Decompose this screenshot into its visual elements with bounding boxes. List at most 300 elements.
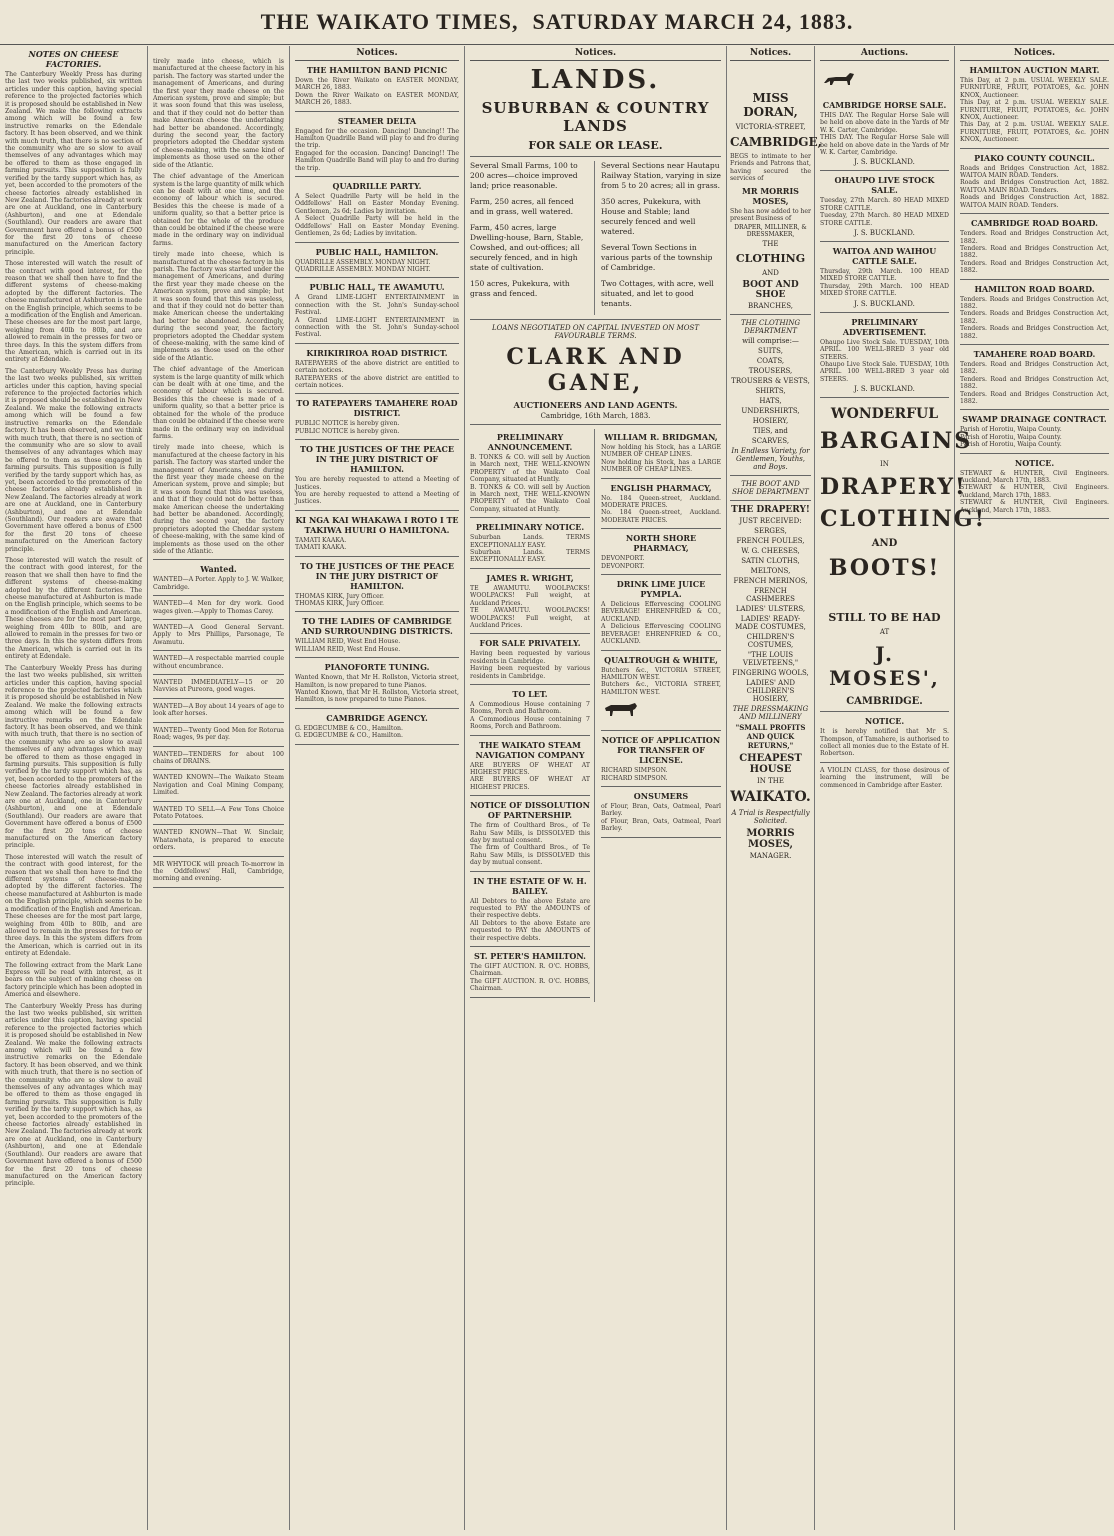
notice-text: THOMAS KIRK, Jury Officer. [295,592,384,600]
wanted-ad: WANTED—Twenty Good Men for Rotorua Road; wages, 9s per day. [153,726,284,742]
footer-name: MORRIS MOSES, [746,828,795,851]
notice-text: Tenders. Road and Bridges Construction Act, 1882. [960,360,1109,376]
divider [295,744,459,745]
divider [730,500,811,501]
divider [601,650,721,651]
divider [295,439,459,440]
notice-text: This Day, at 2 p.m. USUAL WEEKLY SALE. FURNITURE, FRUIT, POTATOES, &c. JOHN KNOX, Auctioneer. [960,121,1109,144]
divider [295,556,459,557]
notice-title: NOTICE OF DISSOLUTION OF PARTNERSHIP. [470,800,590,821]
divider [601,786,721,787]
divider [470,871,590,872]
advertiser-name: MISS DORAN, [743,91,798,119]
notice-text: WILLIAM REID, West End House. [295,638,401,646]
column-heading: Notices. [960,46,1109,61]
clothing-item: TROUSERS & VESTS, [731,377,810,386]
in-the-line: IN THE [757,777,784,786]
notice-text: Roads and Bridges Construction Act, 1882. WAITOA MAIN ROAD. Tenders. [960,164,1109,180]
lands-heading: LANDS. [530,65,661,95]
notice-text: G. EDGECUMBE & CO., Hamilton. [295,732,403,740]
notice-text: QUADRILLE ASSEMBLY. MONDAY NIGHT. [295,258,431,266]
notice-heading: NOTICE. [864,716,905,727]
auctioneer-name: J. S. BUCKLAND. [854,158,915,167]
notice-text: TE AWAMUTU. WOOLPACKS! WOOLPACKS! Full weight, at Auckland Prices. [470,584,590,607]
clothing-heading: CLOTHING! [820,506,987,533]
notice-text: A Select Quadrille Party will be held in the Oddfellows' Hall on Easter Monday Evening. Gentlemen, 2s 6d; Ladies by invitation. [295,193,459,215]
and-line: AND [762,269,779,278]
horse-icon [820,69,860,89]
divider [295,393,459,394]
notice-text: Now holding his Stock, has a LARGE NUMBER OF CHEAP LINES. [601,444,721,459]
divider [470,735,590,736]
notice-title: HAMILTON ROAD BOARD. [974,283,1095,294]
drapery-heading: THE DRAPERY! [731,505,810,516]
drapery-good: FRENCH FOULES, [736,537,805,546]
lands-listings [470,161,721,315]
notice-text: Suburban Lands. TERMS EXCEPTIONALLY EASY. [470,534,590,549]
notice-text: All Debtors to the above Estate are requested to PAY the AMOUNTS of their respective debts. [470,919,590,942]
notice-title: THE WAIKATO STEAM NAVIGATION COMPANY [475,739,585,760]
notice-text: Having been requested by various residents in Cambridge. [470,665,590,680]
article-body-repeat-5: The Canterbury Weekly Press has during the last two weeks published, six written articles under this caption, having special reference to the projected factories which it is proposed should be established in New Zealand. We make the following extracts among which will be found a few instructive remarks on the Edendale factory. It has been observed, and we think with much truth, that there is no section of the community who are so slow to avail themselves of any advantages which may be offered to them as those engaged in farming pursuits. This supposition is fully verified by the tardy support which has, as yet, been accorded to the promoters of the cheese factories already established in New Zealand. The factories already at work are one at Auckland, one in Canterbury (Ashburton), and one at Edendale (Southland). Our readers are aware that Government have offered a bonus of £500 for the first 20 tons of cheese manufactured on the American factory principle. [5,1002,142,1188]
divider [153,698,284,699]
notice-title: NOTICE. [1014,457,1055,468]
notice-text-2: A VIOLIN CLASS, for those desirous of learning the instrument, will be commenced in Cambridge after Easter. [820,766,949,789]
notice-text: Engaged for the occasion. Dancing! Dancing!! The Hamilton Quadrille Band will play to and fro during the trip. [295,127,459,150]
divider [153,887,284,888]
notice-title: PRELIMINARY NOTICE. [475,522,585,533]
suburban-heading: SUBURBAN & COUNTRY LANDS [481,99,710,135]
auction-list [820,100,949,398]
in-line: IN [880,460,889,469]
column-miss-doran [727,46,822,1530]
issue-date: SATURDAY MARCH 24, 1883. [532,9,854,34]
divider [295,176,459,177]
notice-text: Parish of Horotiu, Waipa County. [960,441,1062,449]
notice-title: STEAMER DELTA [337,115,417,126]
childrens-line: CHILDREN'S COSTUMES, [746,633,795,650]
notice-text: G. EDGECUMBE & CO., Hamilton. [295,724,403,732]
notice-text: Roads and Bridges Construction Act, 1882. WAITOA MAIN ROAD. Tenders. [960,179,1109,194]
column-article-wanted [148,46,290,1530]
notice-text: Roads and Bridges Construction Act, 1882. WAITOA MAIN ROAD. Tenders. [960,194,1109,209]
manager-line: MANAGER. [749,852,792,861]
notice-text: A Select Quadrille Party will be held in the Oddfellows' Hall on Easter Monday Evening. Gentlemen, 2s 6d; Ladies by invitation. [295,215,459,238]
notice-text: RATEPAYERS of the above district are entitled to certain notices. [295,359,459,375]
divider [153,559,284,560]
boot-dept: THE BOOT AND SHOE DEPARTMENT [732,480,809,497]
divider [960,148,1109,149]
notice-title: HAMILTON AUCTION MART. [969,65,1100,75]
notice-title: CAMBRIDGE AGENCY. [326,712,428,723]
notice-text: STEWART & HUNTER, Civil Engineers. Auckland, March 17th, 1883. [960,499,1109,514]
ulsters-line: LADIES' ULSTERS, [735,605,806,614]
divider [730,314,811,315]
lands-left [470,161,595,315]
notice-title: KIRIKIRIROA ROAD DISTRICT. [306,347,448,358]
clothing-item: SUITS, [758,347,783,356]
clothing-item: TROUSERS, [748,367,793,376]
comprise-line: will comprise:— [742,337,799,346]
drapery-good: SERGES, [754,527,787,536]
auction-text: Thursday, 29th March. 100 HEAD MIXED STORE CATTLE. [820,282,949,298]
notices-right [601,429,721,1002]
notice-list [295,65,459,745]
dressmaking-line: THE DRESSMAKING AND MILLINERY [732,705,809,722]
divider [960,453,1109,454]
at-line: AT [879,628,890,637]
divider [153,595,284,596]
divider [960,409,1109,410]
notice-text: TAMATI KAAKA. [295,536,347,544]
column-heading: Notices. [730,46,811,61]
wanted-heading: Wanted. [200,564,237,575]
article-body-repeat: The Canterbury Weekly Press has during the last two weeks published, six written articles under this caption, having special reference to the projected factories which it is proposed should be established in New Zealand. We make the following extracts among which will be found a few instructive remarks on the Edendale factory. It has been observed, and we think with much truth, that there is no section of the community who are so slow to avail themselves of any advantages which may be offered to them as those engaged in farming pursuits. This supposition is fully verified by the tardy support which has, as yet, been accorded to the promoters of the cheese factories already established in New Zealand. The factories already at work are one at Auckland, one in Canterbury (Ashburton), and one at Edendale (Southland). Our readers are aware that Government have offered a bonus of £500 for the first 20 tons of cheese manufactured on the American factory principle. [5,367,142,553]
notice-title: ENGLISH PHARMACY, [610,482,712,493]
notice-title: DRINK LIME JUICE PYMPLA. [616,579,706,600]
notice-text: A Delicious Effervescing COOLING BEVERAGE! EHRENFRIED & CO., AUCKLAND. [601,601,721,623]
column-lands [465,46,727,1530]
divider [730,475,811,476]
jmoses-heading: J. MOSES', [829,642,940,691]
article-footer: The following extract from the Mark Lane Express will be read with interest, as it bears on the subject of making cheese on factory principle which has been adopted in America and elsewhere. [5,961,142,999]
divider [470,633,590,634]
divider [153,674,284,675]
divider [295,611,459,612]
wanted-ad: WANTED—A respectable married couple without encumbrance. [153,655,284,670]
drapery-good: W. G. CHEESES, [741,547,800,556]
draper-line: DRAPER, MILLINER, & DRESSMAKER, [734,224,807,239]
notice-title: TO RATEPAYERS TAMAHERE ROAD DISTRICT. [296,398,458,419]
notice-text: Tenders. Road and Bridges Construction Act, 1882. [960,230,1109,245]
land-listing: Farm, 450 acres, large Dwelling-house, Barn, Stable, Cowshed, and out-offices; all securely fenced, and in high state of cultivation. [470,223,584,272]
notice-title: WILLIAM R. BRIDGMAN, [604,432,718,442]
wools-line: FINGERING WOOLS, [732,669,809,678]
drapery-heading: DRAPERY! [820,474,967,501]
clothing-item: HATS, [759,397,782,406]
wanted-ad: MR WHYTOCK will preach To-morrow in the Oddfellows' Hall, Cambridge, morning and evening. [153,860,284,883]
notice-title: FOR SALE PRIVATELY. [479,638,581,649]
velveteens-line: "THE LOUIS VELVETEENS," [742,651,799,668]
notice-text: of Flour, Bran, Oats, Oatmeal, Pearl Barley. [601,817,721,833]
lands-notices [470,429,721,1002]
notice-title: CAMBRIDGE ROAD BOARD. [971,218,1098,229]
divider [470,517,590,518]
notice-text: STEWART & HUNTER, Civil Engineers. Auckland, March 17th, 1883. [960,469,1109,485]
cambridge-heading: CAMBRIDGE. [846,696,923,708]
notice-text: All Debtors to the above Estate are requested to PAY the AMOUNTS of their respective debts. [470,897,590,920]
divider [470,424,721,425]
notice-text: RICHARD SIMPSON. [601,774,668,782]
divider [960,518,1109,519]
notice-title: KI NGA KAI WHAKAWA I ROTO I TE TAKIWA HUURI O HAMILTONA. [295,514,459,535]
notice-title: PUBLIC HALL, HAMILTON. [315,246,439,257]
notice-text: RICHARD SIMPSON. [601,767,668,775]
wanted-ad: WANTED TO SELL—A Few Tons Choice Potato Potatoes. [153,805,284,820]
land-listing: Several Town Sections in various parts of the township of Cambridge. [601,243,713,272]
notice-text: The GIFT AUCTION. R. O'C. HOBBS, Chairman. [470,977,590,993]
land-listing: Two Cottages, with acre, well situated, and let to good tenants. [601,279,714,308]
notice-text: Parish of Horotiu, Waipa County. [960,433,1062,441]
notice-title: TAMAHERE ROAD BOARD. [973,348,1096,359]
notice-text: B. TONKS & CO. will sell by Auction in March next, THE WELL-KNOWN PROPERTY of the Waikato Coal Company, situated at Huntly. [470,483,590,513]
notice-text: B. TONKS & CO. will sell by Auction in March next, THE WELL-KNOWN PROPERTY of the Waikato Coal Company, situated at Huntly. [470,454,590,484]
notice-text: ARE BUYERS OF WHEAT AT HIGHEST PRICES. [470,776,590,791]
auction-text: Tuesday, 27th March. 80 HEAD MIXED STORE CATTLE. [820,212,949,227]
divider [295,242,459,243]
notice-text: Tenders. Roads and Bridges Construction Act, 1882. [960,325,1109,340]
divider [153,801,284,802]
notice-text: Engaged for the occasion. Dancing! Dancing!! The Hamilton Quadrille Band will play to and fro during the trip. [295,149,459,172]
notice-title: ONSUMERS [633,790,689,801]
drapery-goods [730,527,811,603]
divider [295,708,459,709]
notice-text: Tenders. Roads and Bridges Construction Act, 1882. [960,310,1109,325]
loans-line: LOANS NEGOTIATED ON CAPITAL INVESTED ON MOST FAVOURABLE TERMS. [492,324,699,340]
notice-text: Butchers &c., VICTORIA STREET, HAMILTON WEST. [601,681,721,696]
divider [153,650,284,651]
notice-text: The GIFT AUCTION. R. O'C. HOBBS, Chairman. [470,963,590,978]
costumes-line: LADIES' READY-MADE COSTUMES, [735,615,806,632]
notice-title: NOTICE OF APPLICATION FOR TRANSFER OF LICENSE. [601,735,721,766]
drapery-good: FRENCH MERINOS, [733,577,808,586]
auctioneer-name: J. S. BUCKLAND. [854,229,915,238]
firm-name: CLARK AND GANE, [506,344,685,396]
notice-text: The firm of Coulthard Bros., of Te Rahu Saw Mills, is DISSOLVED this day by mutual consent. [470,822,590,844]
divider [820,170,949,171]
notice-text: THOMAS KIRK, Jury Officer. [295,600,384,608]
notice-title: PIAKO COUNTY COUNCIL. [974,152,1095,163]
clothing-item: TIES, and [753,427,788,436]
notice-title: ST. PETER'S HAMILTON. [474,951,586,962]
drapery-good: MELTONS, [750,567,791,576]
notice-text: PUBLIC NOTICE is hereby given. [295,427,400,435]
notice-text: PUBLIC NOTICE is hereby given. [295,420,400,428]
article-body-repeat-2: Those interested will watch the result of the contract with good interest, for the reason that we shall then have to find the different systems of cheese-making adopted by the different factories. The cheese manufactured at Ashburton is made on the English principle, which seems to be a modification of the English and American. These cheeses are for the most part large, weighing from 40lb to 80lb, and are allowed to remain in the presses for two or three days. In this the system differs from the American, which is carried out in its entirety at Edendale. [5,557,142,661]
notice-text: A Grand LIME-LIGHT ENTERTAINMENT in connection with the St. John's Sunday-school Festival. [295,316,459,339]
firm-subtitle: AUCTIONEERS AND LAND AGENTS. [513,400,678,410]
masthead [0,0,1114,45]
column-cheese-factories [0,46,148,1530]
waikato-line: WAIKATO. [730,789,811,806]
notice-text: TE AWAMUTU. WOOLPACKS! WOOLPACKS! Full weight, at Auckland Prices. [470,607,590,629]
notice-text: No. 184 Queen-street, Auckland. MODERATE PRICES. [601,494,721,510]
notice-title: TO THE JUSTICES OF THE PEACE IN THE JURY DISTRICT OF HAMILTON. [300,444,454,475]
hosiery-line: LADIES' AND CHILDREN'S HOSIERY, [746,679,795,704]
notice-text: Suburban Lands. TERMS EXCEPTIONALLY EASY. [470,549,590,564]
advertiser-town: CAMBRIDGE, [730,135,822,149]
clothing-item: SCARVES, [751,437,790,446]
notice-text: STEWART & HUNTER, Civil Engineers. Auckland, March 17th, 1883. [960,484,1109,499]
business-text: She has now added to her present Business of [730,207,811,223]
notice-list-2 [960,65,1109,519]
bargains-heading: BARGAINS [820,428,973,455]
notice-text: DEVONPORT. [601,555,645,563]
notice-text: This Day, at 2 p.m. USUAL WEEKLY SALE. FURNITURE, FRUIT, POTATOES, &c. JOHN KNOX, Auctioneer. [960,99,1109,122]
column-heading: Notices. [470,46,721,61]
notice-text: WILLIAM REID, West End House. [295,645,401,653]
notice-title: PRELIMINARY ANNOUNCEMENT. [487,432,573,452]
clothing-item: UNDERSHIRTS, [741,407,800,416]
notice-text: A Delicious Effervescing COOLING BEVERAGE! EHRENFRIED & CO., AUCKLAND. [601,623,721,646]
notice-title: PIANOFORTE TUNING. [324,662,430,673]
divider [153,746,284,747]
divider [820,312,949,313]
land-listing: 350 acres, Pukekura, with House and Stable; land securely fenced and well watered. [601,197,701,236]
wonderful-heading: WONDERFUL [830,406,939,423]
notice-text: Tenders. Road and Bridges Construction Act, 1882. [960,375,1109,391]
divider [470,946,590,947]
article-continued: tirely made into cheese, which is manufactured at the cheese factory in his parish. The factory was started under the management of Americans, and during the first year they made cheese on the American system, prove and simple; but it was soon found that this was useless, and that if they could not do better than make American cheese the undertaking had better be abandoned. Accordingly, during the second year, the factory proprietors adopted the Cheddar system of cheese-making, with the same kind of implements as those used on the other side of the Atlantic. [153,58,284,169]
divider [820,762,949,763]
notice-text: Wanted Known, that Mr H. Rollston, Victoria street, Hamilton, is now prepared to tune Pianos. [295,674,459,689]
divider [820,711,949,712]
notice-text: Tenders. Road and Bridges Construction Act, 1882. [960,244,1109,260]
notice-text: Tenders. Road and Bridges Construction Act, 1882. [960,390,1109,405]
newspaper-title: THE WAIKATO TIMES, [260,9,519,34]
notice-title: THE HAMILTON BAND PICNIC [306,65,448,75]
article-continued-4: The chief advantage of the American system is the large quantity of milk which can be dealt with at one time, and the economy of labour which is secured. Besides this the cheese is made of a uniform quality, so that a better price is obtained for the whole of the produce than could be obtained if the cheese were made in the ordinary way on individual farms. [153,366,284,440]
intro-text: BEGS to intimate to her Friends and Patrons that, having secured the services of [730,153,811,183]
divider [295,111,459,112]
and-line: AND [871,538,898,550]
divider [960,213,1109,214]
notice-text: Butchers &c., VICTORIA STREET, HAMILTON WEST. [601,666,721,681]
notice-text: ARE BUYERS OF WHEAT AT HIGHEST PRICES. [470,761,590,776]
notice-text: This Day, at 2 p.m. USUAL WEEKLY SALE. FURNITURE, FRUIT, POTATOES, &c. JOHN KNOX, Auctioneer. [960,77,1109,99]
wanted-ad: WANTED—4 Men for dry work. Good wages given.—Apply to Thomas Carey. [153,600,284,615]
still-heading: STILL TO BE HAD [828,611,941,625]
divider [601,528,721,529]
clothing-dept: THE CLOTHING DEPARTMENT [740,319,801,336]
divider [153,824,284,825]
auction-title: PRELIMINARY ADVERTISEMENT. [842,316,927,337]
wanted-ad: WANTED—A Porter. Apply to J. W. Walker, Cambridge. [153,576,284,591]
auction-text: THIS DAY. The Regular Horse Sale will be held on above date in the Yards of Mr W. K. Carter, Cambridge. [820,134,949,157]
notice-title: NORTH SHORE PHARMACY, [625,533,697,554]
clothing-item: HOSIERY, [752,417,789,426]
divider [295,657,459,658]
notice-text: You are hereby requested to attend a Meeting of Justices. [295,491,459,506]
divider [960,279,1109,280]
auction-text: THIS DAY. The Regular Horse Sale will be held on above date in the Yards of Mr W. K. Carter, Cambridge. [820,112,949,134]
boots-heading: BOOTS! [828,555,941,582]
divider [470,156,721,157]
auction-title: WAITOA AND WAIHOU CATTLE SALE. [832,246,937,267]
auction-text: Tuesday, 27th March. 80 HEAD MIXED STORE CATTLE. [820,197,949,212]
notice-text: A Grand LIME-LIGHT ENTERTAINMENT in connection with the St. John's Sunday-school Festival. [295,294,459,317]
notices-left [470,429,595,1002]
notice-text: Tenders. Roads and Bridges Construction Act, 1882. [960,295,1109,310]
firm-place: Cambridge, 16th March, 1883. [540,412,651,420]
endless-line: In Endless Variety, for Gentlemen, Youths, and Boys. [731,447,810,472]
column-notices-1 [290,46,465,1530]
motto-line: "SMALL PROFITS AND QUICK RETURNS," [735,723,806,751]
notice-text: Down the River Waikato on EASTER MONDAY, MARCH 26, 1883. [295,77,459,92]
trial-line: A Trial is Respectfully Solicited. [731,809,810,826]
notice-text: Having been requested by various residents in Cambridge. [470,650,590,665]
auction-text: Ohaupo Live Stock Sale. TUESDAY, 10th APRIL. 100 WELL-BRED 3 year old STEERS. [820,338,949,361]
notice-title: QUALTROUGH & WHITE, [604,654,718,665]
notice-title: QUADRILLE PARTY. [332,181,422,192]
column-heading: Notices. [295,46,459,61]
advertiser-street: VICTORIA-STREET, [735,123,806,131]
divider [820,241,949,242]
notice-text: A Commodious House containing 7 Rooms, Porch and Bathroom. [470,715,590,731]
divider [470,568,590,569]
clothing-item: COATS, [756,357,785,366]
notice-text: You are hereby requested to attend a Meeting of Justices. [295,476,459,491]
divider [470,684,590,685]
notice-text: Down the River Waikato on EASTER MONDAY, MARCH 26, 1883. [295,91,459,107]
divider [470,997,590,998]
article-body-repeat-3: The Canterbury Weekly Press has during the last two weeks published, six written articles under this caption, having special reference to the projected factories which it is proposed should be established in New Zealand. We make the following extracts among which will be found a few instructive remarks on the Edendale factory. It has been observed, and we think with much truth, that there is no section of the community who are so slow to avail themselves of any advantages which may be offered to them as those engaged in farming pursuits. This supposition is fully verified by the tardy support which has, as yet, been accorded to the promoters of the cheese factories already established in New Zealand. The factories already at work are one at Auckland, one in Canterbury (Ashburton), and one at Edendale (Southland). Our readers are aware that Government have offered a bonus of £500 for the first 20 tons of cheese manufactured on the American factory principle. [5,664,142,850]
notice-text: DEVONPORT. [601,562,645,570]
divider [960,344,1109,345]
divider [601,574,721,575]
notice-text: Now holding his Stock, has a LARGE NUMBER OF CHEAP LINES. [601,458,721,474]
column-heading: Auctions. [820,46,949,61]
divider [153,856,284,857]
article-body-2: Those interested will watch the result of the contract with good interest, for the reason that we shall then have to find the different systems of cheese-making adopted by the different factories. The cheese manufactured at Ashburton is made on the English principle, which seems to be a modification of the English and American. These cheeses are for the most part large, weighing from 40lb to 80lb, and are allowed to remain in the presses for two or three days. In this the system differs from the American, which is carried out in its entirety at Edendale. [5,260,142,364]
branches-line: BRANCHES, [748,302,793,311]
column-notices-2 [955,46,1114,1530]
notice-title: TO THE JUSTICES OF THE PEACE IN THE JURY DISTRICT OF HAMILTON. [300,560,454,591]
notice-title: JAMES R. WRIGHT, [486,572,574,583]
notice-text: It is hereby notified that Mr S. Thompson, of Tamahere, is authorised to collect all monies due to the Estate of H. Robertson. [820,728,949,758]
article-continued-2: The chief advantage of the American system is the large quantity of milk which can be dealt with at one time, and the economy of labour which is secured. Besides this the cheese is made of a uniform quality, so that a better price is obtained for the whole of the produce than could be obtained if the cheese were made in the ordinary way on individual farms. [153,173,284,247]
auction-text: Ohaupo Live Stock Sale. TUESDAY, 10th APRIL. 100 WELL-BRED 3 year old STEERS. [820,360,949,383]
divider [295,277,459,278]
for-sale-heading: FOR SALE OR LEASE. [528,139,663,152]
divider [470,319,721,320]
notice-text: TAMATI KAAKA. [295,544,347,552]
notice-title: SWAMP DRAINAGE CONTRACT. [962,414,1107,425]
auctioneer-name: J. S. BUCKLAND. [854,385,915,394]
drapery-good: FRENCH CASHMERES [746,587,795,604]
divider [153,769,284,770]
cow-icon [601,700,641,718]
lands-right [601,161,721,315]
divider [601,478,721,479]
notice-title: IN THE ESTATE OF W. H. BAILEY. [473,875,587,896]
article-heading: NOTES ON CHEESE FACTORIES. [28,49,119,69]
notice-text: RATEPAYERS of the above district are entitled to certain notices. [295,374,459,389]
wanted-ad: WANTED—A Boy about 14 years of age to look after horses. [153,702,284,718]
notice-title: PUBLIC HALL, TE AWAMUTU. [309,282,445,293]
drapery-good: SATIN CLOTHS, [741,557,800,566]
wanted-ad: WANTED IMMEDIATELY—15 or 20 Navvies at Pureora, good wages. [153,679,284,694]
auctioneer-name: J. S. BUCKLAND. [854,299,915,308]
wanted-ad: WANTED—TENDERS for about 100 chains of DRAINS. [153,750,284,765]
notice-text: QUADRILLE ASSEMBLY. MONDAY NIGHT. [295,265,431,273]
cheapest-line: CHEAPEST HOUSE [739,753,802,776]
notice-text: Wanted Known, that Mr H. Rollston, Victoria street, Hamilton, is now prepared to tune Pianos. [295,689,459,704]
boot-heading: BOOT AND SHOE [742,280,799,301]
divider [153,722,284,723]
land-listing: 150 acres, Pukekura, with grass and fenced. [470,279,570,298]
divider [295,343,459,344]
land-listing: Several Sections near Hautapu Railway Station, varying in size from 5 to 20 acres; all in grass. [601,161,721,190]
wanted-ad: WANTED KNOWN—The Waikato Steam Navigation and Coal Mining Company, Limited. [153,774,284,797]
notice-text: Tenders. Road and Bridges Construction Act, 1882. [960,259,1109,275]
divider [820,397,949,398]
auction-text: Thursday, 29th March. 100 HEAD MIXED STORE CATTLE. [820,268,949,283]
moses-name: MR MORRIS MOSES, [742,185,799,206]
notice-title: TO THE LADIES OF CAMBRIDGE AND SURROUNDING DISTRICTS. [301,616,453,637]
article-body: The Canterbury Weekly Press has during the last two weeks published, six written articles under this caption, having special reference to the projected factories which it is proposed should be established in New Zealand. We make the following extracts among which will be found a few instructive remarks on the Edendale factory. It has been observed, and we think with much truth, that there is no section of the community who are so slow to avail themselves of any advantages which may be offered to them as those engaged in farming pursuits. This supposition is fully verified by the tardy support which has, as yet, been accorded to the promoters of the cheese factories already established in New Zealand. The factories already at work are one at Auckland, one in Canterbury (Ashburton), and one at Edendale (Southland). Our readers are aware that Government have offered a bonus of £500 for the first 20 tons of cheese manufactured on the American factory principle. [5,71,142,256]
clothing-items [730,347,811,445]
